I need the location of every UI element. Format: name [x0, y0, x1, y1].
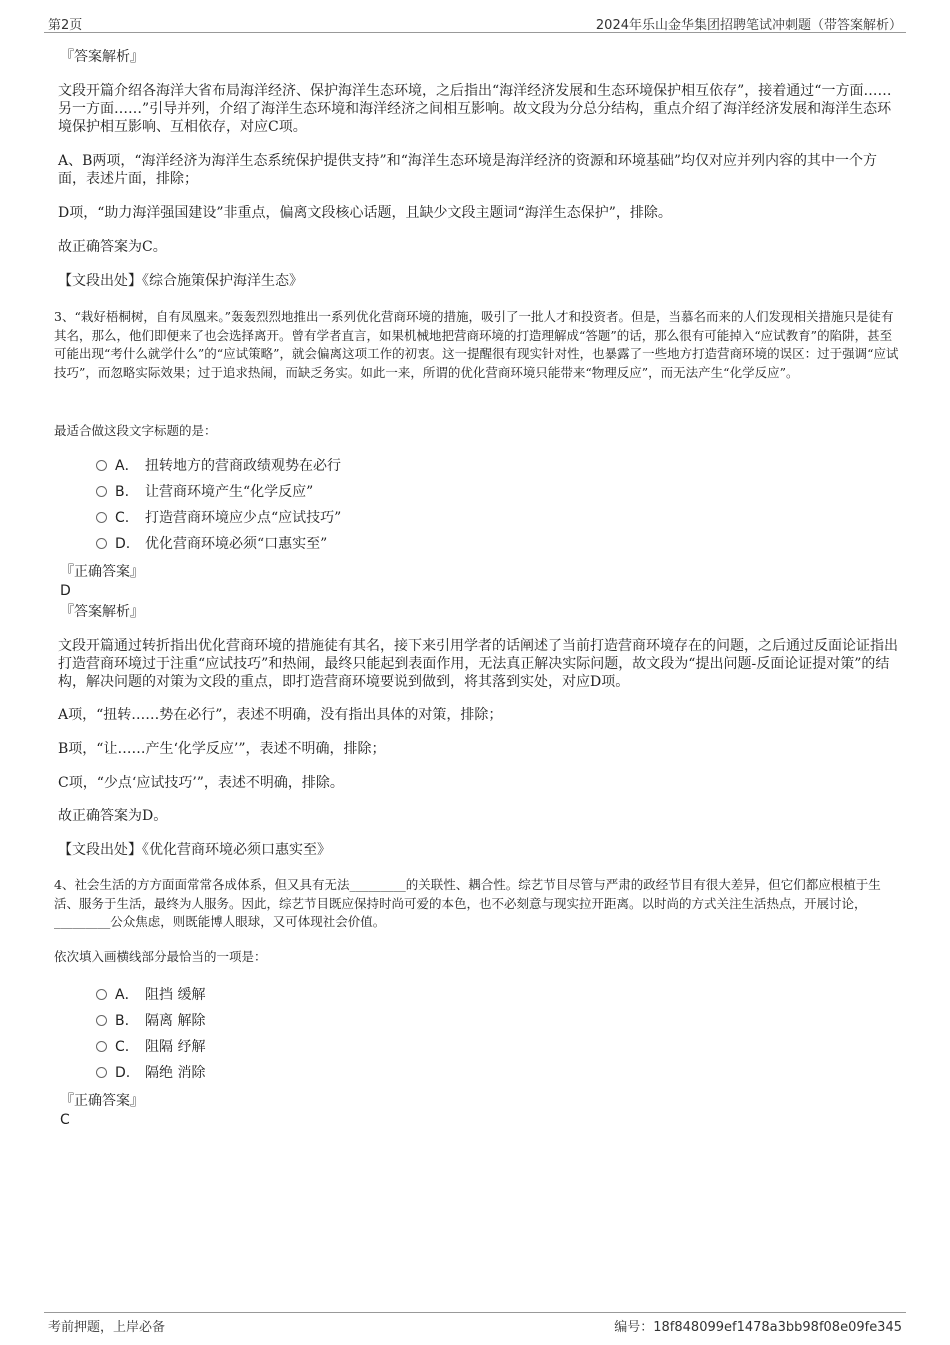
q2-analysis-label: 『答案解析』 [60, 49, 144, 65]
q4-option-d[interactable]: D. 隔绝 消除 [96, 1064, 205, 1082]
radio-icon[interactable] [96, 512, 107, 523]
document-serial: 编号：18f848099ef1478a3bb98f08e09fe345 [614, 1320, 902, 1335]
q3-analysis-paragraph: A项，“扭转……势在必行”，表述不明确，没有指出具体的对策，排除； [58, 707, 503, 723]
q3-analysis-paragraph: C项，“少点‘应试技巧’”，表述不明确，排除。 [58, 775, 344, 791]
q2-analysis-paragraph: D项，“助力海洋强国建设”非重点，偏离文段核心话题，且缺少文段主题词“海洋生态保护”，排除。 [58, 205, 672, 221]
radio-icon[interactable] [96, 460, 107, 471]
page-header [44, 12, 906, 33]
q2-source: 【文段出处】《综合施策保护海洋生态》 [58, 273, 303, 289]
q3-question: 最适合做这段文字标题的是： [54, 423, 217, 438]
radio-icon[interactable] [96, 1067, 107, 1078]
q3-option-c[interactable]: C. 打造营商环境应少点“应试技巧” [96, 509, 341, 527]
radio-icon[interactable] [96, 538, 107, 549]
radio-icon[interactable] [96, 989, 107, 1000]
page-number: 第2页 [48, 18, 83, 33]
footer-slogan: 考前押题，上岸必备 [48, 1320, 166, 1335]
q3-stem: 3、“栽好梧桐树，自有凤凰来。”轰轰烈烈地推出一系列优化营商环境的措施，吸引了一批人才和投资者。但是，当慕名而来的人们发现相关措施只是徒有其名，那么，他们即便来了也会选择离开。曾有学者直言，如果机械地把营商环境的打造理解成“答题”的话，那么很有可能掉入“应试教育”的陷阱，甚至可能出现“考什么就学什么”的“应试策略”，就会偏离这项工作的初衷。这一提醒很有现实针对性，也暴露了一些地方打造营商环境的误区：过于强调“应试技巧”，而忽略实际效果；过于追求热闹，而缺乏务实。如此一来，所谓的优化营商环境只能带来“物理反应”，而无法产生“化学反应”。 [54, 309, 899, 380]
q2-analysis-paragraph: 文段开篇介绍各海洋大省布局海洋经济、保护海洋生态环境，之后指出“海洋经济发展和生态环境保护相互依存”，接着通过“一方面……另一方面……”引导并列，介绍了海洋生态环境和海洋经济之间相互影响。故文段为分总分结构，重点介绍了海洋经济发展和海洋生态环境保护相互影响、互相依存，对应C项。 [58, 83, 892, 135]
document-title: 2024年乐山金华集团招聘笔试冲刺题（带答案解析） [595, 18, 902, 33]
radio-icon[interactable] [96, 486, 107, 497]
q4-question: 依次填入画横线部分最恰当的一项是： [54, 949, 267, 964]
q3-source: 【文段出处】《优化营商环境必须口惠实至》 [58, 842, 331, 858]
q2-conclusion: 故正确答案为C。 [58, 239, 167, 255]
q3-analysis-paragraph: 文段开篇通过转折指出优化营商环境的措施徒有其名，接下来引用学者的话阐述了当前打造营商环境存在的问题，之后通过反面论证指出打造营商环境过于注重“应试技巧”和热闹，最终只能起到表面作用，无法真正解决实际问题，故文段为“提出问题-反面论证提对策”的结构，解决问题的对策为文段的重点，即打造营商环境要说到做到，将其落到实处，对应D项。 [58, 638, 898, 690]
radio-icon[interactable] [96, 1015, 107, 1026]
q4-option-b[interactable]: B. 隔离 解除 [96, 1012, 205, 1030]
q3-option-d[interactable]: D. 优化营商环境必须“口惠实至” [96, 535, 327, 553]
q3-answer-label: 『正确答案』 [60, 564, 144, 580]
q3-option-a[interactable]: A． 扭转地方的营商政绩观势在必行 [96, 457, 341, 475]
q4-option-a[interactable]: A． 阻挡 缓解 [96, 986, 205, 1004]
q3-option-b[interactable]: B. 让营商环境产生“化学反应” [96, 483, 313, 501]
q3-answer: D [60, 583, 71, 599]
q3-analysis-paragraph: B项，“让……产生‘化学反应’”，表述不明确，排除； [58, 741, 386, 757]
q3-conclusion: 故正确答案为D。 [58, 808, 168, 824]
q3-analysis-label: 『答案解析』 [60, 604, 144, 620]
page-footer [44, 1312, 906, 1333]
q4-answer: C [60, 1112, 70, 1128]
q2-analysis-paragraph: A、B两项，“海洋经济为海洋生态系统保护提供支持”和“海洋生态环境是海洋经济的资源和环境基础”均仅对应并列内容的其中一个方面，表述片面，排除； [58, 153, 878, 187]
q4-option-c[interactable]: C. 阻隔 纾解 [96, 1038, 205, 1056]
q4-answer-label: 『正确答案』 [60, 1093, 144, 1109]
radio-icon[interactable] [96, 1041, 107, 1052]
q4-stem: 4、社会生活的方方面面常常各成体系，但又具有无法_________的关联性、耦合性。综艺节目尽管与严肃的政经节目有很大差异，但它们都应根植于生活、服务于生活，最终为人服务。因此，综艺节目既应保持时尚可爱的本色，也不必刻意与现实拉开距离。以时尚的方式关注生活热点，开展讨论，_________公众焦虑，则既能博人眼球，又可体现社会价值。 [54, 877, 881, 929]
